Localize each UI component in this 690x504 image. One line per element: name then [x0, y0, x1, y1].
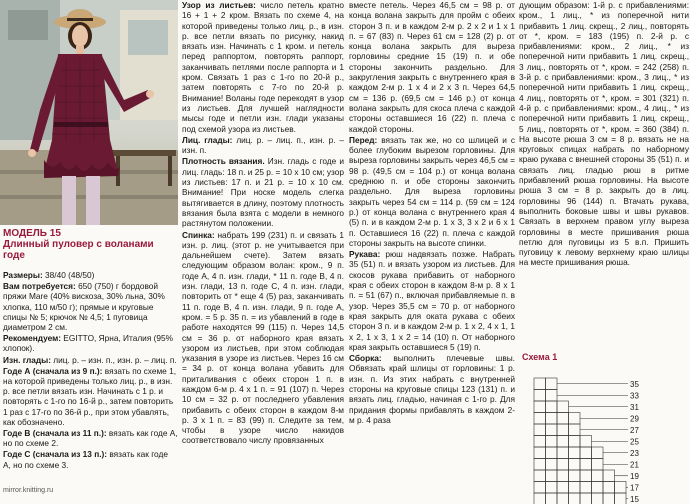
model-subtitle: Длинный пуловер с воланами годе: [3, 239, 154, 261]
paragraph-text: лиц. р. – изн. п., изн. р. – лиц. п.: [50, 354, 177, 365]
watermark: mirror.knitting.ru: [3, 487, 54, 494]
schema-cell: [546, 390, 558, 402]
paragraph-text: лиц. р. – лиц. п., изн. р. – изн. п.: [182, 134, 344, 156]
schema-cell: [569, 459, 581, 471]
paragraph-ruffle: [519, 0, 689, 268]
schema-row-label: 23: [630, 448, 639, 458]
schema-cell: [580, 493, 592, 504]
schema-cell: [569, 482, 581, 494]
schema-cell: [546, 401, 558, 413]
schema-cell: [580, 482, 592, 494]
schema-row-label: 33: [630, 391, 639, 401]
schema-row-label: 31: [630, 402, 639, 412]
schema-cell: [557, 447, 569, 459]
paragraph-leaf-pattern: [182, 0, 344, 134]
schema-cell: [557, 482, 569, 494]
schema-cell: [557, 493, 569, 504]
paragraph-stockinette: [182, 135, 344, 156]
schema-grid: [520, 366, 690, 504]
schema-cell: [557, 401, 569, 413]
paragraph-text: выполнить плечевые швы. Обвязать край шлицы от горловины: 1 р. изн. п. Из этих набрать с внутренней стороны на круговые спицы 123 (131) п. и вязать лиц. гладью, начиная с 1-го р. Для придания формы прибавлять в каждом 2-м р. 4 раза: [349, 353, 515, 425]
schema-cell: [603, 470, 615, 482]
schema-row-label: 25: [630, 437, 639, 447]
paragraph-label: Вам потребуется:: [3, 281, 76, 292]
schema-cell: [534, 390, 546, 402]
paragraph-back: [182, 230, 344, 446]
paragraph-label: Спинка:: [182, 229, 215, 240]
schema-cell: [569, 436, 581, 448]
schema-cell: [546, 378, 558, 390]
paragraph-text: рюш надвязать позже. Набрать 35 (51) п. и вязать узором из листьев. Для скосов рукава прибавить от наборного края с обеих сторон в каждом 8-м р. 8 х 1 п. = 51 (67) п., включая прибавляемые п. в узор. Через 35,5 см = 70 р. от наборного края закрыть для оката рукава с обеих сторон 3 п. и в каждом 2-м р. 1 х 2, 4 х 1, 1 х 2, 1 х 3, 1 х 2 = 14 (10) п. От наборного края закрыть оставшиеся 5 (19) п.: [349, 249, 515, 352]
schema-cell: [557, 413, 569, 425]
paragraph-gode-c: [3, 449, 178, 469]
paragraph-label: Плотность вязания.: [182, 156, 265, 167]
schema-cell: [534, 401, 546, 413]
paragraph-label: Рукава:: [349, 249, 381, 260]
paragraph-label: Годе А (сначала из 9 п.):: [3, 365, 103, 376]
schema-cell: [546, 424, 558, 436]
paragraph-reverse-stockinette: [3, 355, 178, 365]
schema-cell: [580, 436, 592, 448]
schema-cell: [615, 493, 627, 504]
schema-cell: [557, 436, 569, 448]
schema-cell: [592, 482, 604, 494]
text-column-2: [182, 0, 344, 499]
schema-cell: [569, 447, 581, 459]
paragraph-back-continued: [349, 0, 515, 134]
schema-cell: [534, 378, 546, 390]
paragraph-label: Перед:: [349, 134, 378, 145]
schema-cell: [592, 447, 604, 459]
paragraph-text: вязать так же, но со шлицей и с более глубоким вырезом горловины. Для выреза горловины закрыть через 46,5 см = 98 р. (49,5 см = 104 р.) от конца волана среднюю п. и обе стороны закончить раздельно. Для выреза горловины закрыть через 54 см = 114 р. (59 см = 124 р.) от конца волана с внутреннего края 4 (5) п. и в каждом 2-м р. 1 х 3, 3 х 2 и 6 х 1 п. Оставшиеся 16 (22) п. плеча с каждой стороны закрыть на высоте спинки.: [349, 134, 515, 248]
paragraph-label: Годе С (сначала из 13 п.):: [3, 449, 108, 460]
paragraph-materials: [3, 281, 178, 332]
paragraph-label: Рекомендуем:: [3, 333, 61, 344]
paragraph-label: Размеры:: [3, 270, 43, 280]
schema-cell: [557, 470, 569, 482]
paragraph-text: вязать как годе А, но по схеме 3.: [3, 449, 168, 470]
model-photo: [0, 0, 178, 225]
schema-cell: [557, 459, 569, 471]
schema-cell: [534, 493, 546, 504]
left-text-column: [3, 270, 178, 471]
schema-row-label: 21: [630, 460, 639, 470]
schema-cell: [580, 470, 592, 482]
schema-cell: [534, 413, 546, 425]
text-column-3: [349, 0, 515, 499]
paragraph-text: вязать как годе А, но по схеме 2.: [3, 428, 178, 449]
schema-row-label: 29: [630, 414, 639, 424]
schema-cell: [569, 493, 581, 504]
schema-cell: [534, 482, 546, 494]
paragraph-gauge: [182, 156, 344, 228]
schema-cell: [546, 447, 558, 459]
schema-cell: [592, 493, 604, 504]
paragraph-front: [349, 135, 515, 248]
schema-cell: [569, 413, 581, 425]
paragraph-sizes: [3, 270, 178, 280]
schema-cell: [546, 413, 558, 425]
text-column-4: [519, 0, 689, 350]
schema-cell: [592, 470, 604, 482]
paragraph-label: Изн. глады:: [3, 354, 51, 365]
paragraph-gode-a: [3, 366, 178, 427]
schema-cell: [615, 482, 627, 494]
schema-cell: [557, 424, 569, 436]
schema-cell: [569, 424, 581, 436]
paragraph-recommend: [3, 333, 178, 353]
paragraph-label: Годе В (сначала из 11 п.):: [3, 428, 107, 439]
paragraph-label: Сборка:: [349, 353, 382, 364]
model-number: МОДЕЛЬ 15: [3, 228, 61, 239]
schema-cell: [603, 482, 615, 494]
schema-cell: [534, 459, 546, 471]
paragraph-text: EGITTO, Ярна, Италия (95% хлопок).: [3, 333, 173, 354]
paragraph-gode-b: [3, 428, 178, 448]
paragraph-text: 650 (750) г бордовой пряжи Mare (40% вискоза, 30% льна, 30% хлопка, 110 м/50 г); прямые и круговые спицы № 5; крючок № 4,5; 1 пуговица диаметром 2 см.: [3, 281, 165, 333]
schema-cell: [546, 470, 558, 482]
paragraph-text: Изн. гладь с годе и лиц. гладь: 18 п. и 25 р. = 10 х 10 см; узор из листьев: 17 п. и 21 р. = 10 х 10 см. Внимание! При носке модель слегка вытягивается в длину, поэтому плотность вязания была взята с модели в немного растянутом положении.: [182, 156, 344, 229]
schema-cell: [546, 493, 558, 504]
schema-cell: [580, 447, 592, 459]
paragraph-label: Узор из листьев:: [182, 0, 256, 10]
schema-row-label: 35: [630, 379, 639, 389]
paragraph-label: Лиц. глады:: [182, 134, 233, 145]
schema-cell: [592, 459, 604, 471]
paragraph-text: вместе петель. Через 46,5 см = 98 р. от конца волана закрыть для пройм с обеих сторон 3 п. и в каждом 2-м р. 2 х 2 и 1 х 1 п. = 67 (83) п. Через 61 см = 128 (2) р. от конца волана закрыть для выреза горловины средние 15 (19) п. и обе стороны закончить раздельно. Для закругления закрыть с внутреннего края в каждом 2-м р. 1 х 4 и 2 х 3 п. Через 64,5 см = 136 р. (69,5 см = 146 р.) от конца волана закрыть для скоса плеча с каждой стороны оставшиеся 16 (22) п. плеча с каждой стороны.: [349, 0, 515, 134]
schema-cell: [534, 470, 546, 482]
schema-cell: [546, 482, 558, 494]
paragraph-assembly: [349, 353, 515, 425]
paragraph-sleeves: [349, 249, 515, 352]
schema-cell: [534, 436, 546, 448]
paragraph-text: дующим образом: 1-й р. с прибавлениями: кром., 1 лиц., * из поперечной нити прибавить 1 лиц. скрещ., 2 лиц., повторять от *, кром. = 183 (195) п. 2-й р. с прибавлениями: кром., 2 лиц., * из поперечной нити прибавить 1 лиц. скрещ., 3 лиц., повторять от *, кром. = 242 (258) п. 3-й р. с прибавлениями: кром., 3 лиц., * из поперечной нити прибавить 1 лиц. скрещ., 4 лиц., повторять от *, кром. = 301 (321) п. 4-й р. с прибавлениями: кром., 4 лиц., * из поперечной нити прибавить 1 лиц. скрещ., 5 лиц., повторять от *, кром. = 360 (384) п. На высоте рюша 3 см = 8 р. вязать не на круговых спицах набрать по наборному краю рукава с внешней стороны 35 (51) п. и связать лиц. гладью рюш в ритме прибавлений рюша горловины. На высоте рюша 3 см = 8 р. закрыть до в лиц. горловины 96 (144) п. Втачать рукава, выполнить боковые швы и швы рукавов. Связать в верхнем правом углу выреза горловины в месте пришивания рюша петлю для пуговицы из 5 в.п. Пришить пуговицу к левому верхнему краю шлицы на месте пришивания рюша.: [519, 0, 689, 268]
schema-cell: [569, 470, 581, 482]
schema-cell: [534, 424, 546, 436]
schema-cell: [534, 447, 546, 459]
paragraph-text: вязать по схеме 1, на которой приведены только лиц. р., в изн. р. все петли вязать изн. Начинать с 1 р. и повторять с 1-го по 16-й р., затем повторить 1 раз с 17-го по 36-й р., при этом убавлять, как обозначено.: [3, 365, 177, 427]
schema-title: Схема 1: [522, 352, 558, 362]
schema-cell: [546, 436, 558, 448]
model-illustration: [0, 0, 178, 225]
paragraph-text: 38/40 (48/50): [42, 270, 95, 280]
schema-row-label: 15: [630, 494, 639, 504]
paragraph-text: набрать 199 (231) п. и связать 1 изн. р. лиц. (этот р. не учитывается при дальнейшем счете). Затем вязать следующим образом волан: кром., 9 п. годе А, 4 п. изн. глади, * 11 п. годе В, 4 п. изн. глади, 13 п. годе С, 4 п. изн. глади, повторить от * еще 4 (5) раз, заканчивать 11 п. годе В, 4 п. изн. глади, 9 п. годе А, кром. = 5 р. 35 п. = из убавлений в годе в работе находятся 99 (115) п. Через 14,5 см = 36 р. от наборного края вязать узором из листьев, при этом соблюдая указания в узоре из листьев. Через 16 см = 34 р. от конца волана убавить для приталивания с обеих сторон 1 п. в каждом 6-м р. 4 х 1 п. = 91 (107) п. Через 10 см = 32 р. от последнего убавления прибавить с обеих сторон в каждом 8-м р. 3 х 1 п. = 83 (99) п. Следите за тем, чтобы в узоре число накидов соответствовало числу провязанных: [182, 229, 344, 446]
schema-cell: [603, 493, 615, 504]
schema-diagram: [520, 366, 690, 504]
schema-cell: [546, 459, 558, 471]
model-heading: [3, 228, 178, 261]
schema-row-label: 27: [630, 425, 639, 435]
schema-row-label: 17: [630, 483, 639, 493]
schema-cell: [580, 459, 592, 471]
schema-row-label: 19: [630, 471, 639, 481]
paragraph-text: число петель кратно 16 + 1 + 2 кром. Вязать по схеме 4, на которой приведены только лиц. р., в изн. р. все петли вязать по рисунку, накид вязать изн. Начинать с 1 кром. и петель перед раппортом, повторять раппорт, заканчивать петлями после раппорта и 1 кром. Связать 1 раз с 1-го по 20-й р., затем повторять с 7-го по 20-й р. Внимание! Воланы годе перекодят в узор из листьев. Для лучшей наглядности мысы годе и петли изн. глади указаны под схемой узора из листьев.: [182, 0, 344, 134]
